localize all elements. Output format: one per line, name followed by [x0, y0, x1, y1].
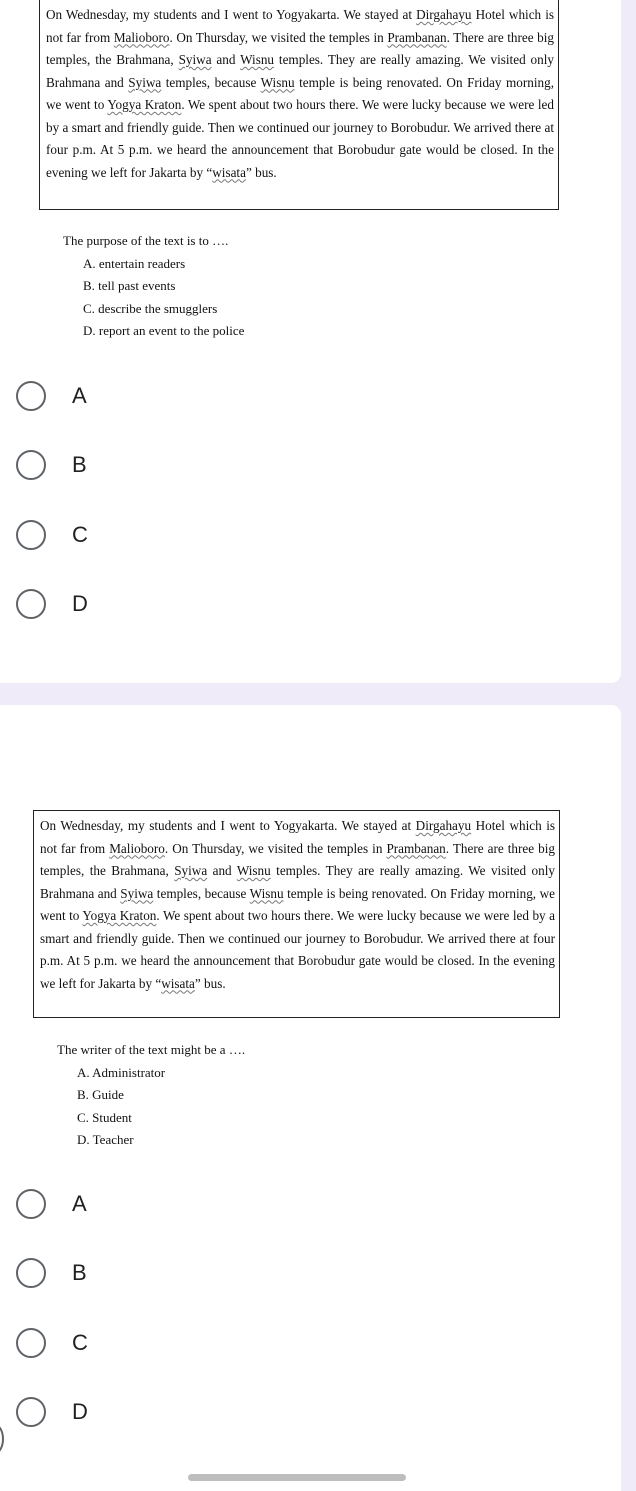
radio-option-a[interactable]	[16, 376, 87, 416]
option-text: B. tell past events	[83, 278, 176, 293]
scrollbar-handle[interactable]	[188, 1474, 406, 1481]
option-text: D. report an event to the police	[83, 323, 245, 338]
question-card-2	[0, 705, 621, 1491]
passage-text: On Wednesday, my students and I went to Yogyakarta. We stayed at	[40, 818, 416, 833]
radio-label: B	[72, 452, 87, 477]
passage-text: Syiwa	[174, 863, 208, 878]
radio-label: A	[72, 1191, 87, 1216]
passage-text: Wisnu	[260, 74, 295, 90]
option-text: D. Teacher	[77, 1132, 134, 1147]
passage-text: Dirgahayu	[416, 7, 472, 22]
radio-button[interactable]	[16, 589, 46, 619]
passage-text: Hotel which is not far from	[46, 7, 555, 45]
passage-text: and	[207, 863, 237, 878]
passage-text: wisata	[161, 975, 195, 991]
passage-text: ” bus.	[245, 164, 277, 180]
passage-text: . There are three big temples, the Brahmana,	[46, 29, 555, 67]
radio-label: D	[72, 591, 88, 616]
passage-text: Prambanan	[387, 29, 447, 45]
passage-text: Dirgahayu	[415, 818, 472, 833]
radio-label: C	[72, 1330, 88, 1355]
passage-text: Hotel which is not far from	[40, 818, 556, 856]
passage-text: Wisnu	[236, 863, 271, 878]
passage-text: Prambanan	[386, 840, 446, 856]
passage-text: . On Thursday, we visited the temples in	[164, 840, 387, 856]
passage-text: temples, because	[161, 74, 261, 90]
passage-text: temples. They are really amazing. We visited only Brahmana and	[46, 52, 554, 90]
passage-text: . We spent about two hours there. We were lucky because we were led by a smart and friendly guide. Then we continued our journey to Borobudur. We arrived there at four p.m. At 5 p.m. we heard the announcement that Borobudur gate would be closed. In the evening we left for Jakarta by “	[46, 97, 554, 180]
radio-option-b[interactable]	[16, 445, 87, 485]
radio-button[interactable]	[16, 1258, 46, 1288]
passage-text: temple is being renovated. On Friday morning, we went to	[40, 885, 555, 923]
passage-text: Malioboro	[109, 840, 165, 856]
radio-option-b[interactable]	[16, 1253, 87, 1293]
passage-text: wisata	[212, 164, 246, 180]
passage-text: . We spent about two hours there. We were lucky because we were led by a smart and friendly guide. Then we continued our journey to Borobudur. We arrived there at four p.m. At 5 p.m. we heard the announcement that Borobudur gate would be closed. In the evening we left for Jakarta by “	[40, 908, 555, 991]
radio-button[interactable]	[16, 520, 46, 550]
question-2	[57, 1039, 245, 1152]
radio-label: B	[72, 1260, 87, 1285]
question-stem: The purpose of the text is to ….	[63, 233, 229, 248]
passage-image-1	[39, 0, 559, 210]
option-list	[83, 253, 244, 343]
passage-image-2	[33, 810, 560, 1018]
passage-text: Syiwa	[120, 885, 154, 901]
passage-text: temples, because	[153, 885, 250, 901]
radio-button[interactable]	[16, 450, 46, 480]
passage-text: ” bus.	[194, 975, 226, 991]
passage-text: and	[211, 52, 241, 67]
option-list	[77, 1062, 245, 1152]
radio-option-c[interactable]	[16, 515, 88, 555]
passage-text: Yogya Kraton	[107, 97, 182, 112]
passage-text: Syiwa	[128, 74, 162, 90]
passage-text: . On Thursday, we visited the temples in	[169, 29, 388, 45]
passage-text: Syiwa	[178, 52, 212, 67]
option-text: B. Guide	[77, 1087, 124, 1102]
radio-option-d[interactable]	[16, 584, 88, 624]
option-text: A. entertain readers	[83, 255, 186, 271]
radio-label: D	[72, 1399, 88, 1424]
passage-text: temples. They are really amazing. We visited only Brahmana and	[40, 863, 555, 901]
passage-text: . There are three big temples, the Brahmana,	[40, 840, 555, 878]
radio-button[interactable]	[16, 1397, 46, 1427]
radio-option-d[interactable]	[16, 1392, 88, 1432]
question-1	[63, 230, 244, 343]
radio-label: A	[72, 383, 87, 408]
radio-option-a[interactable]	[16, 1184, 87, 1224]
passage-text: On Wednesday, my students and I went to Yogyakarta. We stayed at	[46, 7, 417, 22]
radio-label: C	[72, 522, 88, 547]
question-stem: The writer of the text might be a ….	[57, 1042, 246, 1057]
passage-text: Malioboro	[113, 29, 170, 45]
option-text: C. Student	[77, 1109, 132, 1125]
option-text: C. describe the smugglers	[83, 300, 218, 316]
passage-text: Wisnu	[240, 52, 275, 67]
radio-button[interactable]	[16, 1328, 46, 1358]
option-text: A. Administrator	[77, 1064, 166, 1080]
passage-text: Wisnu	[249, 885, 284, 901]
question-card-1	[0, 0, 621, 683]
radio-button[interactable]	[16, 381, 46, 411]
passage-text: temple is being renovated. On Friday morning, we went to	[46, 74, 555, 112]
radio-option-c[interactable]	[16, 1323, 88, 1363]
radio-button[interactable]	[16, 1189, 46, 1219]
passage-text: Yogya Kraton	[82, 908, 157, 923]
